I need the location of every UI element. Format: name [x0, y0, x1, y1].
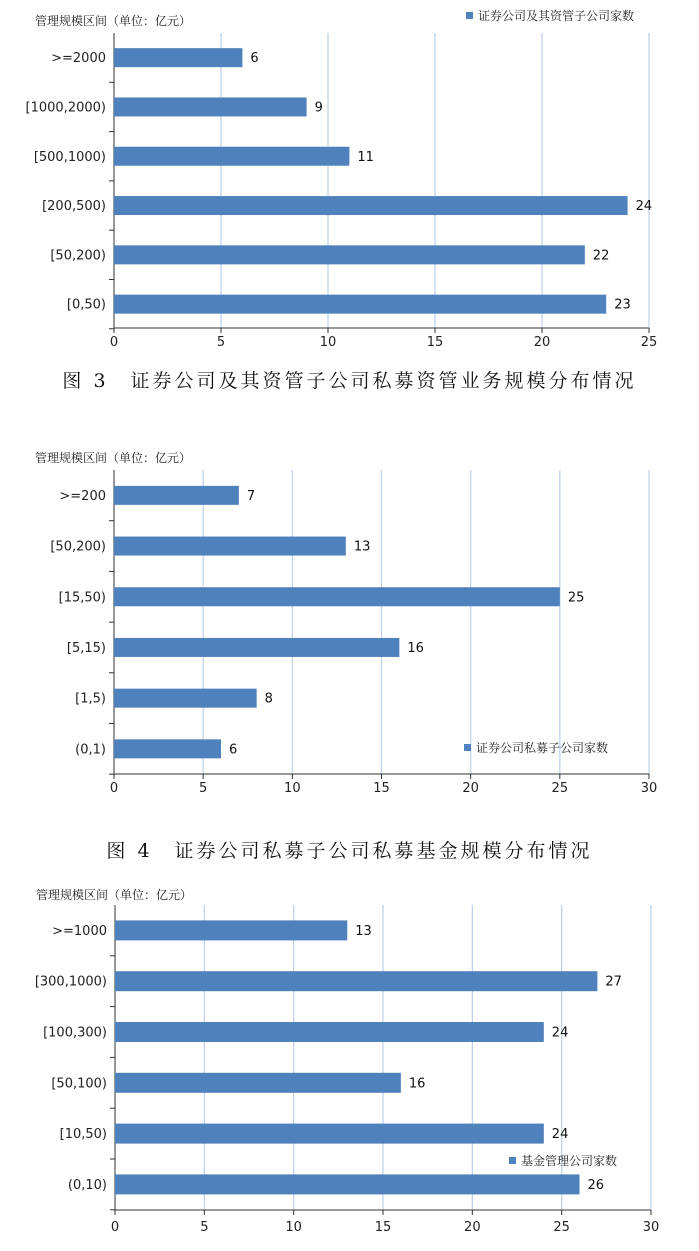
chart-3-legend-swatch	[509, 1157, 516, 1164]
chart-3-bar	[115, 971, 597, 991]
chart-3-x-tick-label: 30	[642, 1220, 660, 1235]
chart-2-bar	[114, 486, 239, 505]
chart-1-x-tick-label: 0	[109, 335, 119, 350]
chart-3-data-label: 27	[605, 974, 622, 990]
chart-3-x-tick-label: 10	[285, 1220, 302, 1235]
chart-1-data-label: 6	[250, 51, 259, 67]
chart-1-x-tick-label: 5	[216, 335, 226, 350]
chart-2-data-label: 7	[246, 488, 256, 504]
chart-2	[0, 440, 699, 802]
chart-3-axis-note: 管理规模区间（单位：亿元）	[36, 888, 193, 902]
chart-3	[0, 880, 699, 1247]
chart-1-category-label: [1000,2000)	[25, 100, 106, 116]
chart-2-data-label: 13	[353, 539, 371, 555]
chart-3-x-tick-label: 25	[553, 1220, 570, 1235]
chart-1-x-tick-label: 20	[533, 335, 551, 350]
chart-2-x-tick-label: 10	[284, 781, 301, 796]
chart-1-category-label: [500,1000)	[33, 149, 106, 165]
chart-2-category-label: [5,15)	[66, 640, 106, 656]
chart-3-x-tick-label: 20	[464, 1220, 481, 1235]
chart-3-x-tick-label: 0	[110, 1220, 120, 1235]
chart-3-data-label: 26	[587, 1177, 605, 1193]
chart-1-axis-note: 管理规模区间（单位：亿元）	[35, 14, 192, 28]
chart-3-bar	[115, 1022, 544, 1042]
chart-2-bar	[114, 587, 560, 606]
chart-1-data-label: 24	[635, 199, 653, 215]
chart-2-x-tick-label: 15	[373, 781, 390, 796]
chart-1-bar	[114, 48, 242, 67]
chart-3-category-label: [50,100)	[51, 1076, 107, 1092]
chart-1-data-label: 11	[357, 149, 374, 165]
chart-3-bar	[115, 920, 347, 940]
chart-2-category-label: [50,200)	[50, 539, 106, 555]
chart-2-bar	[114, 739, 221, 758]
chart-3-x-tick-label: 15	[374, 1220, 392, 1235]
chart-1-caption: 图 3 证券公司及其资管子公司私募资管业务规模分布情况	[62, 370, 637, 392]
chart-3-category-label: (0,10)	[67, 1177, 107, 1193]
chart-1-category-label: [200,500)	[42, 199, 106, 215]
chart-1-bar	[114, 245, 585, 264]
chart-3-category-label: [10,50)	[59, 1127, 107, 1143]
chart-3-x-tick-label: 5	[200, 1220, 209, 1235]
chart-2-data-label: 6	[229, 742, 238, 758]
chart-2-legend-swatch	[464, 744, 471, 751]
chart-3-data-label: 13	[355, 923, 372, 939]
chart-1	[0, 0, 699, 352]
chart-2-x-tick-label: 25	[551, 781, 569, 796]
chart-1-legend-label: 证券公司及其资管子公司家数	[478, 9, 635, 23]
chart-2-data-label: 16	[407, 640, 424, 656]
chart-1-bar	[114, 97, 307, 116]
chart-1-legend-swatch	[466, 12, 473, 19]
chart-3-bar	[115, 1124, 544, 1144]
chart-2-legend-label: 证券公司私募子公司家数	[476, 741, 609, 755]
chart-1-data-label: 23	[614, 297, 631, 313]
chart-2-category-label: [1,5)	[75, 691, 106, 707]
chart-2-x-tick-label: 20	[462, 781, 479, 796]
chart-2-x-tick-label: 0	[109, 781, 119, 796]
chart-2-bar	[114, 638, 399, 657]
chart-2-x-tick-label: 5	[199, 781, 208, 796]
chart-3-category-label: [300,1000)	[34, 974, 107, 990]
chart-2-bar	[114, 689, 257, 708]
chart-3-data-label: 16	[408, 1076, 426, 1092]
chart-2-category-label: [15,50)	[58, 590, 106, 606]
chart-3-legend-label: 基金管理公司家数	[521, 1154, 618, 1168]
chart-3-bar	[115, 1073, 401, 1093]
chart-2-caption: 图 4 证券公司私募子公司私募基金规模分布情况	[106, 840, 593, 862]
chart-2-category-label: (0,1)	[75, 742, 106, 758]
chart-3-svg	[0, 880, 699, 1247]
chart-3-data-label: 24	[551, 1025, 569, 1041]
chart-1-bar	[114, 295, 606, 314]
chart-1-category-label: >=2000	[51, 51, 106, 67]
chart-2-axis-note: 管理规模区间（单位：亿元）	[35, 451, 192, 465]
chart-2-bar	[114, 537, 346, 556]
chart-2-data-label: 25	[567, 590, 585, 606]
chart-3-data-label: 24	[551, 1127, 569, 1143]
chart-2-svg	[0, 440, 699, 802]
chart-3-category-label: >=1000	[52, 923, 107, 939]
chart-3-category-label: [100,300)	[43, 1025, 107, 1041]
chart-1-bar	[114, 147, 349, 166]
chart-2-x-tick-label: 30	[640, 781, 658, 796]
chart-1-data-label: 9	[314, 100, 323, 116]
chart-1-category-label: [50,200)	[50, 248, 106, 264]
chart-3-bar	[115, 1174, 580, 1194]
chart-1-x-tick-label: 15	[426, 335, 444, 350]
chart-1-svg	[0, 0, 699, 352]
chart-1-data-label: 22	[592, 248, 610, 264]
chart-1-x-tick-label: 25	[640, 335, 658, 350]
chart-1-bar	[114, 196, 628, 215]
chart-1-x-tick-label: 10	[319, 335, 337, 350]
chart-1-category-label: [0,50)	[66, 297, 106, 313]
chart-2-category-label: >=200	[59, 488, 106, 504]
chart-2-data-label: 8	[264, 691, 273, 707]
